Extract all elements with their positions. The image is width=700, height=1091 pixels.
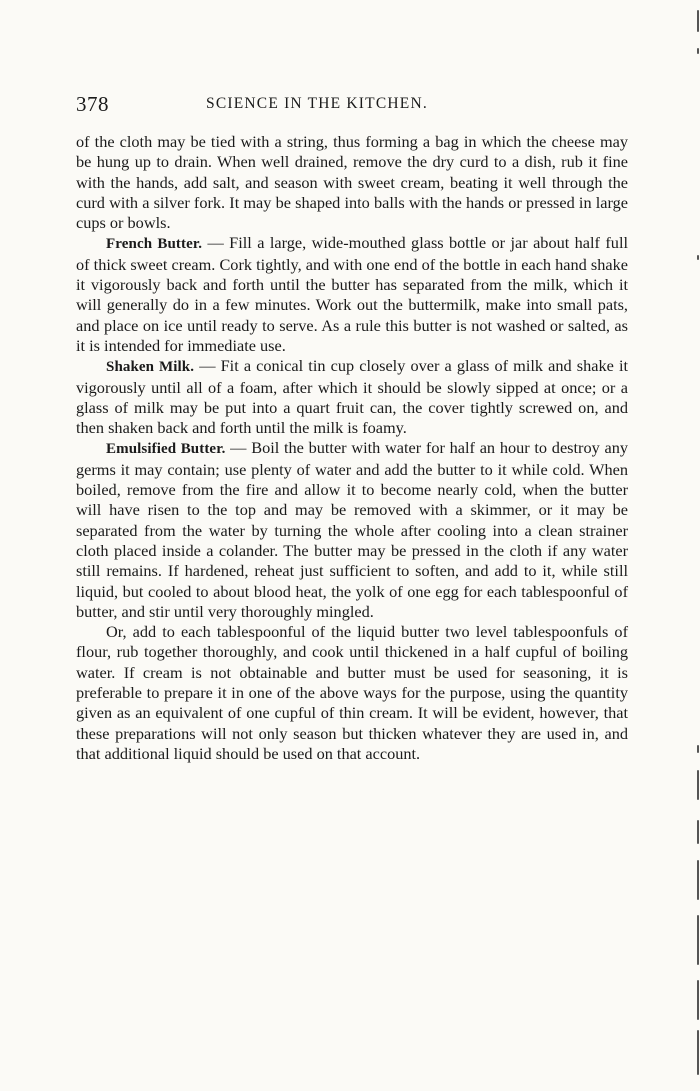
paragraph-text: — Fill a large, wide-mouthed glass bottle or jar about half full of thick sweet cream. Cork tightly, and with one end of the bottle in each hand shake it vigorously back and forth until the butter has separated from the milk, which it will generally do in a few minutes. Work out the buttermilk, make into small pats, and place on ice until ready to serve. As a rule this butter is not washed or salted, as it is intended for immediate use. bbox=[76, 233, 628, 355]
recipe-heading: Shaken Milk. bbox=[106, 359, 195, 376]
running-head: SCIENCE IN THE KITCHEN. bbox=[206, 95, 428, 112]
paragraph-french-butter bbox=[76, 233, 628, 356]
paragraph-shaken-milk bbox=[76, 356, 628, 438]
paragraph-text: — Fit a conical tin cup closely over a glass of milk and shake it vigorously until all of a foam, after which it should be slowly sipped at once; or a glass of milk may be put into a quart fruit can, the cover tightly screwed on, and then shaken back and forth until the milk is foamy. bbox=[76, 356, 628, 438]
page-edge-binding bbox=[686, 0, 700, 1091]
recipe-heading: French Butter. bbox=[106, 236, 203, 253]
paragraph-alternative-method bbox=[76, 622, 628, 764]
paragraph-text: Or, add to each tablespoonful of the liquid butter two level tablespoonfuls of flour, rub together thoroughly, and cook until thickened in a half cupful of boiling water. If cream is not obtainable and butter must be used for seasoning, it is preferable to prepare it in one of the above ways for the purpose, using the quantity given as an equivalent of one cupful of thin cream. It will be evident, however, that these preparations will not only season but thicken whatever they are used in, and that additional liquid should be used on that account. bbox=[76, 622, 628, 763]
paragraph-text: — Boil the butter with water for half an hour to destroy any germs it may contain; use plenty of water and add the butter to it while cold. When boiled, remove from the fire and allow it to become nearly cold, when the butter will have risen to the top and may be removed with a skimmer, or it may be separated from the water by turning the whole after cooling into a clean strainer cloth placed inside a colander. The butter may be pressed in the cloth if any water still remains. If hardened, reheat just sufficient to soften, and add to it, while still liquid, but cooled to about blood heat, the yolk of one egg for each tablespoonful of butter, and stir until very thoroughly mingled. bbox=[76, 438, 628, 621]
body-text bbox=[76, 132, 628, 764]
paragraph-emulsified-butter bbox=[76, 438, 628, 622]
page-header bbox=[76, 92, 628, 118]
paragraph-text: of the cloth may be tied with a string, thus forming a bag in which the cheese may be hung up to drain. When well drained, remove the dry curd to a dish, rub it fine with the hands, add salt, and season with sweet cream, beating it well through the curd with a silver fork. It may be shaped into balls with the hands or pressed in large cups or bowls. bbox=[76, 132, 628, 233]
paragraph-cheese-continued bbox=[76, 132, 628, 233]
recipe-heading: Emulsified Butter. bbox=[106, 441, 226, 458]
page-number: 378 bbox=[76, 92, 109, 116]
